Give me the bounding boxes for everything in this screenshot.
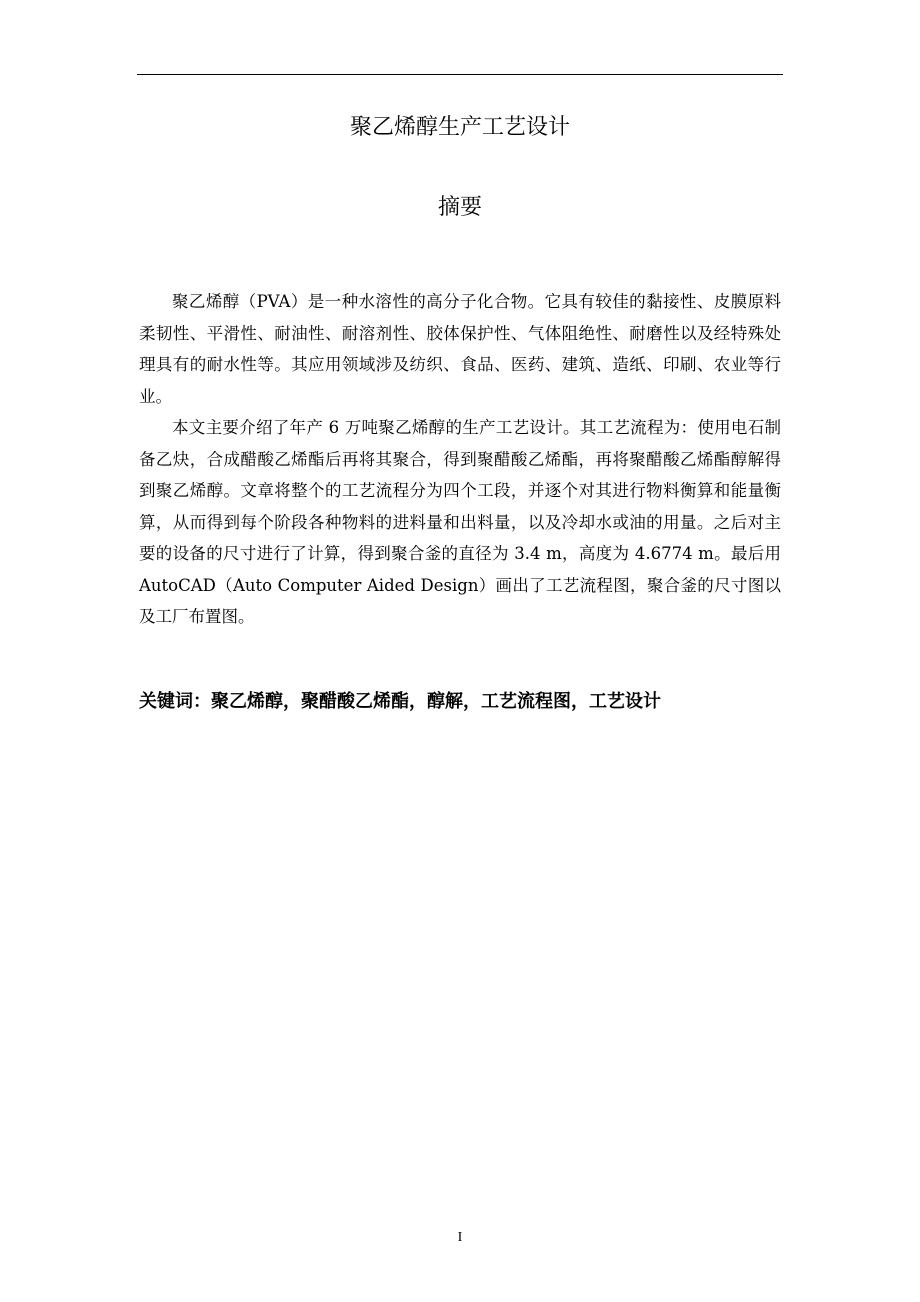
abstract-paragraph-2: 本文主要介绍了年产 6 万吨聚乙烯醇的生产工艺设计。其工艺流程为：使用电石制备乙炔，合成醋酸乙烯酯后再将其聚合，得到聚醋酸乙烯酯，再将聚醋酸乙烯酯醇解得到聚乙烯醇。文章将整个的工艺流程分为四个工段，并逐个对其进行物料衡算和能量衡算，从而得到每个阶段各种物料的进料量和出料量，以及冷却水或油的用量。之后对主要的设备的尺寸进行了计算，得到聚合釜的直径为 3.4 m，高度为 4.6774 m。最后用 AutoCAD（Auto Computer Aided Design）画出了工艺流程图，聚合釜的尺寸图以及工厂布置图。	[139, 418, 781, 626]
keywords-line: 关键词：聚乙烯醇，聚醋酸乙烯酯，醇解，工艺流程图，工艺设计	[139, 691, 661, 712]
page-number: I	[457, 1230, 463, 1245]
abstract-heading: 摘要	[437, 195, 482, 220]
header-rule	[137, 74, 783, 75]
document-title: 聚乙烯醇生产工艺设计	[349, 115, 570, 140]
abstract-paragraph-1: 聚乙烯醇（PVA）是一种水溶性的高分子化合物。它具有较佳的黏接性、皮膜原料柔韧性、平滑性、耐油性、耐溶剂性、胶体保护性、气体阻绝性、耐磨性以及经特殊处理具有的耐水性等。其应用领域涉及纺织、食品、医药、建筑、造纸、印刷、农业等行业。	[139, 292, 781, 406]
abstract-body	[139, 286, 781, 633]
